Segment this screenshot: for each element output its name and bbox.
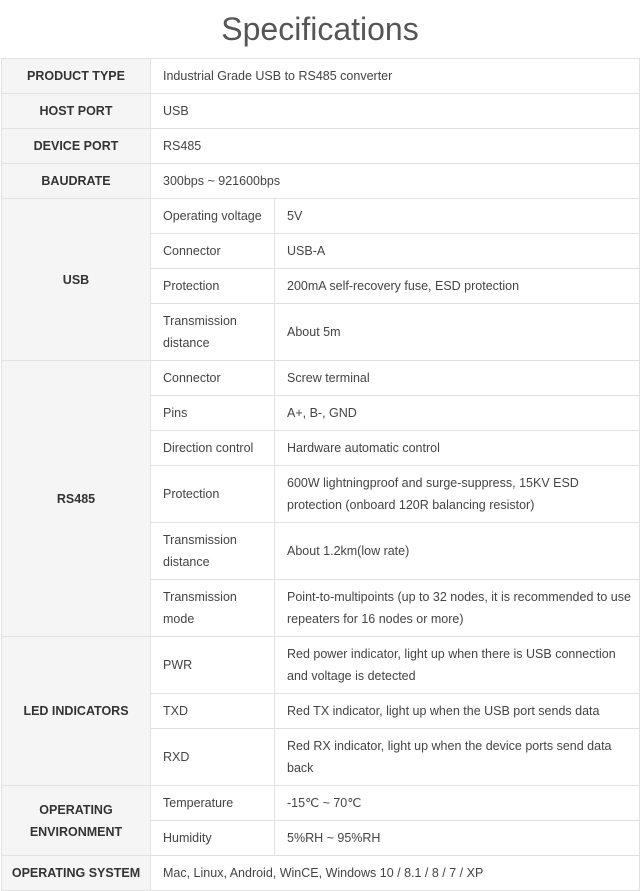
item-value: About 5m (275, 304, 640, 361)
item-value: Point-to-multipoints (up to 32 nodes, it is recommended to use repeaters for 16 nodes or more) (275, 580, 640, 637)
item-value: Red TX indicator, light up when the USB port sends data (275, 694, 640, 729)
item-value: Hardware automatic control (275, 431, 640, 466)
row-label: HOST PORT (2, 94, 151, 129)
item-value: About 1.2km(low rate) (275, 523, 640, 580)
item-value: A+, B-, GND (275, 396, 640, 431)
table-row (2, 129, 640, 164)
table-row (2, 786, 640, 821)
item-name: Transmission distance (151, 304, 275, 361)
row-value: Mac, Linux, Android, WinCE, Windows 10 / 8.1 / 8 / 7 / XP (151, 856, 640, 891)
table-row (2, 94, 640, 129)
item-name: Operating voltage (151, 199, 275, 234)
item-name: Temperature (151, 786, 275, 821)
table-row (2, 856, 640, 891)
row-value: USB (151, 94, 640, 129)
group-label-usb: USB (2, 199, 151, 361)
item-value: 600W lightningproof and surge-suppress, 15KV ESD protection (onboard 120R balancing resistor) (275, 466, 640, 523)
page-title: Specifications (221, 11, 419, 47)
row-value: 300bps ~ 921600bps (151, 164, 640, 199)
item-value: Red power indicator, light up when there is USB connection and voltage is detected (275, 637, 640, 694)
item-name: Pins (151, 396, 275, 431)
item-name: Transmission mode (151, 580, 275, 637)
row-label: DEVICE PORT (2, 129, 151, 164)
group-label-rs485: RS485 (2, 361, 151, 637)
item-name: PWR (151, 637, 275, 694)
table-row (2, 164, 640, 199)
item-value: USB-A (275, 234, 640, 269)
item-name: Transmission distance (151, 523, 275, 580)
group-label-operating-environment: OPERATING ENVIRONMENT (2, 786, 151, 856)
item-name: Protection (151, 269, 275, 304)
group-label-led-indicators: LED INDICATORS (2, 637, 151, 786)
row-value: RS485 (151, 129, 640, 164)
table-row (2, 199, 640, 234)
row-label: BAUDRATE (2, 164, 151, 199)
item-value: Screw terminal (275, 361, 640, 396)
item-name: RXD (151, 729, 275, 786)
row-label: OPERATING SYSTEM (2, 856, 151, 891)
item-value: 5V (275, 199, 640, 234)
item-value: 5%RH ~ 95%RH (275, 821, 640, 856)
row-value: Industrial Grade USB to RS485 converter (151, 59, 640, 94)
item-name: Protection (151, 466, 275, 523)
specifications-table (1, 58, 640, 891)
item-name: Humidity (151, 821, 275, 856)
item-name: Connector (151, 361, 275, 396)
table-row (2, 637, 640, 694)
item-value: Red RX indicator, light up when the device ports send data back (275, 729, 640, 786)
row-label: PRODUCT TYPE (2, 59, 151, 94)
item-value: -15℃ ~ 70℃ (275, 786, 640, 821)
item-name: TXD (151, 694, 275, 729)
table-row (2, 361, 640, 396)
item-name: Direction control (151, 431, 275, 466)
item-value: 200mA self-recovery fuse, ESD protection (275, 269, 640, 304)
table-row (2, 59, 640, 94)
item-name: Connector (151, 234, 275, 269)
